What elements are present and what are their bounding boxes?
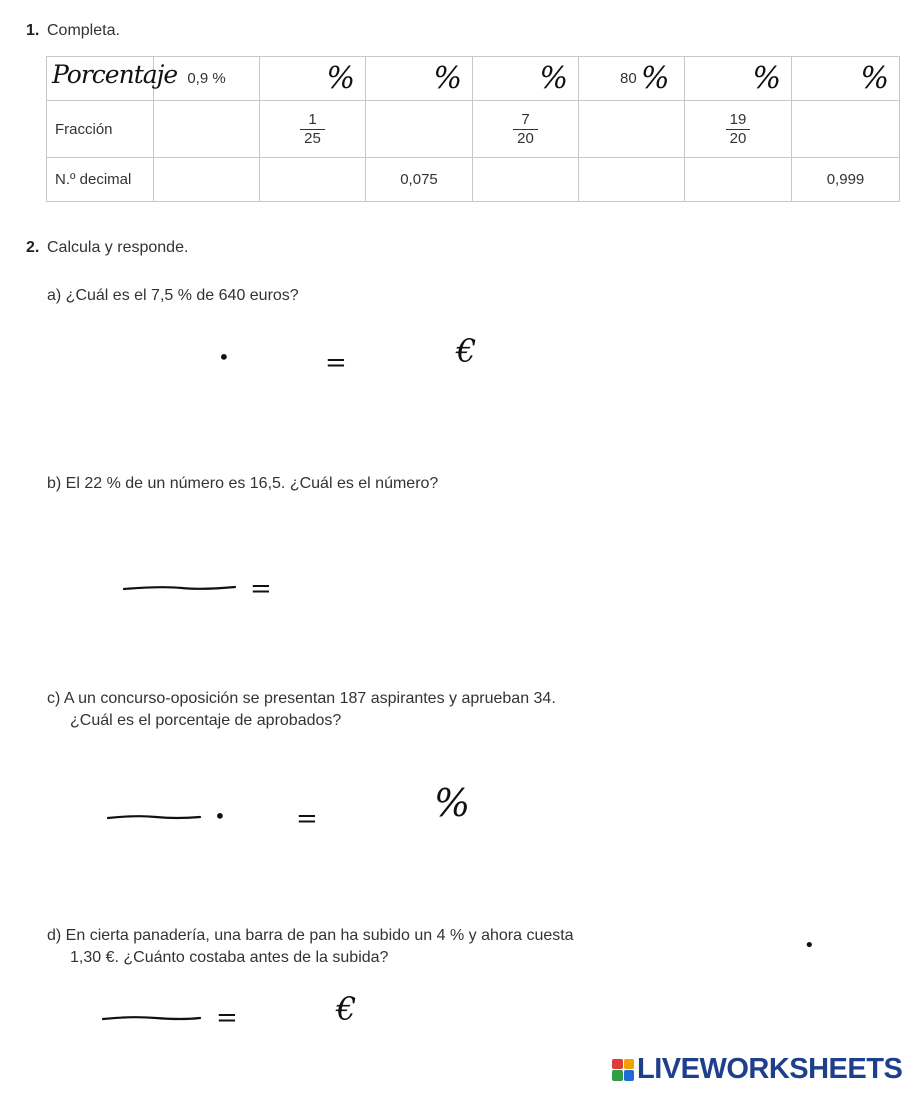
percent-hand-icon: % [326,61,355,96]
pct-cell-5[interactable] [579,57,685,101]
brand-mark-icon [612,1059,634,1081]
q2b-text: b) El 22 % de un número es 16,5. ¿Cuál es el número? [47,475,439,492]
dec-cell-2[interactable] [260,158,366,202]
decimal-label: N.º decimal [55,171,132,188]
percent-hand-icon: % [433,61,462,96]
percent-hand-icon: % [860,61,889,96]
decimal-value-7: 0,999 [826,171,865,188]
equals-hand-icon: = [296,804,318,834]
porcentaje-label: Porcentaje [52,60,178,89]
brand-name: LIVEWORKSHEETS [637,1053,903,1085]
euro-hand-icon: € [456,332,477,370]
percent-hand-icon: % [641,61,670,96]
equals-hand-icon: = [250,574,272,604]
brand-square-icon [612,1059,623,1070]
fraction-numerator: 1 [308,110,317,128]
percent-hand-icon: % [752,61,781,96]
q2c-text-line1: c) A un concurso-oposición se presentan 187 aspirantes y aprueban 34. [47,690,556,707]
q1-number: 1. [26,22,40,39]
frac-cell-1[interactable] [154,101,260,158]
frac-cell-5[interactable] [579,101,685,158]
fraction-19-20 [726,111,751,148]
dec-cell-4[interactable] [473,158,579,202]
fraction-line-hand [106,813,202,821]
pct-cell-3[interactable] [366,57,473,101]
fraction-numerator: 19 [729,110,747,128]
table-row-decimal [47,158,900,202]
fraction-denominator: 20 [726,129,751,148]
frac-cell-3[interactable] [366,101,473,158]
fraction-1-25 [300,111,325,148]
dec-cell-3 [366,158,473,202]
brand-square-icon [624,1059,635,1070]
fraction-line-hand [101,1014,203,1022]
dec-cell-7 [792,158,900,202]
fraction-denominator: 25 [300,129,325,148]
decimal-value-3: 0,075 [400,171,438,188]
q2a-text: a) ¿Cuál es el 7,5 % de 640 euros? [47,287,299,304]
q2d-text-line2: 1,30 €. ¿Cuánto costaba antes de la subida? [70,949,389,966]
table-row-fraccion [47,101,900,158]
dec-cell-6[interactable] [685,158,792,202]
pct-value-1: 0,9 % [187,70,226,87]
dot-hand-icon: • [214,804,226,828]
pct-cell-1[interactable] [154,57,260,101]
fraction-numerator: 7 [521,110,530,128]
percent-hand-icon: % [539,61,568,96]
porcentaje-label-cell [47,57,178,101]
q1-title: Completa. [47,22,120,39]
dec-cell-5[interactable] [579,158,685,202]
decimal-label-cell [47,158,154,202]
equals-hand-icon: = [216,1003,238,1033]
percent-hand-icon: % [434,781,471,825]
brand-square-icon [612,1070,623,1081]
fraction-line-hand [122,584,238,592]
q2-title: Calcula y responde. [47,239,189,256]
q2d-text-line1: d) En cierta panadería, una barra de pan ha subido un 4 % y ahora cuesta [47,927,574,944]
dec-cell-1[interactable] [154,158,260,202]
frac-cell-2 [260,101,366,158]
pct-cell-7[interactable] [792,57,900,101]
pct-value-5: 80 [620,70,637,87]
fraction-7-20 [513,111,538,148]
q2c-text-line2: ¿Cuál es el porcentaje de aprobados? [70,712,342,729]
dot-hand-icon: • [218,345,230,369]
liveworksheets-logo [612,1053,902,1086]
table-row-porcentaje [47,57,900,101]
euro-hand-icon: € [336,990,357,1028]
equals-hand-icon: = [325,348,347,378]
q2-number: 2. [26,239,40,256]
fraction-denominator: 20 [513,129,538,148]
dot-hand-icon: • [804,935,815,956]
pct-cell-2[interactable] [260,57,366,101]
brand-square-icon [624,1070,635,1081]
conversion-table [46,56,900,202]
pct-cell-4[interactable] [473,57,579,101]
frac-cell-4 [473,101,579,158]
frac-cell-6 [685,101,792,158]
pct-cell-6[interactable] [685,57,792,101]
fraccion-label-cell [47,101,154,158]
fraccion-label: Fracción [55,120,113,138]
frac-cell-7[interactable] [792,101,900,158]
